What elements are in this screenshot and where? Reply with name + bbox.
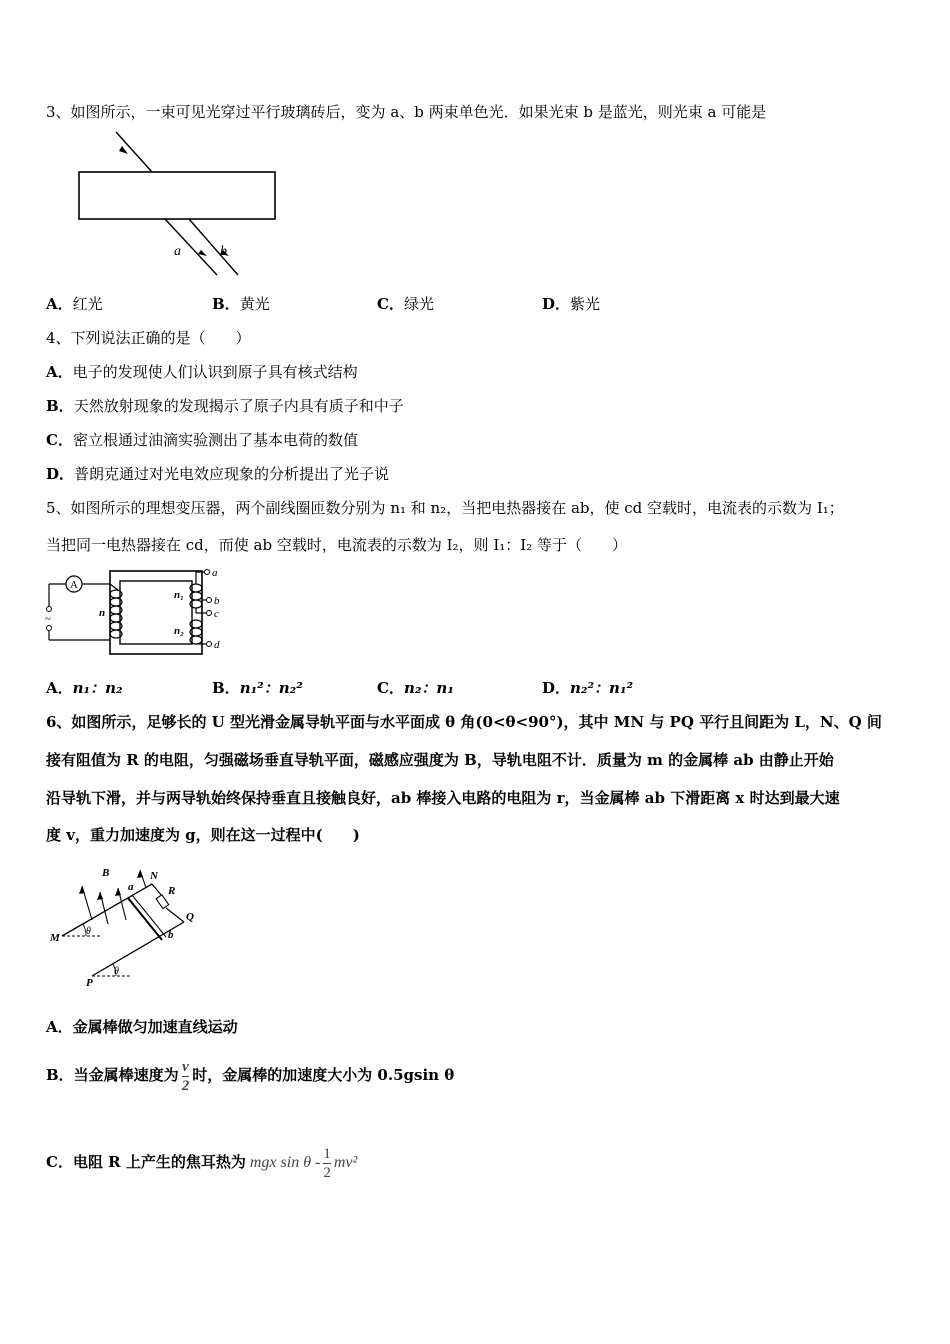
q5-option-c[interactable]: C．n₂：n₁ <box>377 679 454 697</box>
q3-label-a: a <box>174 244 181 259</box>
q6-optC-den: 2 <box>323 1164 331 1181</box>
q5-option-a[interactable]: A．n₁：n₂ <box>46 679 123 697</box>
q5-term-d: d <box>214 639 220 651</box>
q5-primary-label: n <box>99 607 106 619</box>
q6-optB-num: v <box>182 1058 189 1075</box>
q6-option-a[interactable]: A．金属棒做匀加速直线运动 <box>46 1018 238 1036</box>
q5-stem-line2: 当把同一电热器接在 cd，而使 ab 空载时，电流表的示数为 I₂，则 I₁：I₂ 等于（ ） <box>46 536 627 554</box>
q3-option-a[interactable]: A．红光 <box>46 295 103 313</box>
q3-option-d[interactable]: D．紫光 <box>542 295 601 313</box>
q4-option-c[interactable]: C．密立根通过油滴实验测出了基本电荷的数值 <box>46 431 358 449</box>
q5-option-d[interactable]: D．n₂²：n₁² <box>542 679 634 697</box>
q3-option-b[interactable]: B．黄光 <box>212 295 270 313</box>
q6-label-P: P <box>86 977 93 989</box>
q6-optC-pre: C．电阻 R 上产生的焦耳热为 <box>46 1153 246 1171</box>
q6-stem-line4: 度 v，重力加速度为 g，则在这一过程中( ) <box>46 826 360 844</box>
q5-stem-line1: 5、如图所示的理想变压器，两个副线圈匝数分别为 n₁ 和 n₂，当把电热器接在 ab，使 cd 空载时，电流表的示数为 I₁； <box>46 499 844 517</box>
q3-glass-brick-figure <box>70 128 290 280</box>
q6-optB-den: 2 <box>181 1077 190 1094</box>
q5-sec1-label: n₁ <box>174 589 184 601</box>
q6-optC-math2: mv² <box>333 1154 358 1171</box>
q6-label-theta1: θ <box>86 926 91 937</box>
q6-label-Q: Q <box>186 911 194 923</box>
q3-stem: 3、如图所示，一束可见光穿过平行玻璃砖后，变为 a、b 两束单色光．如果光束 b 是蓝光，则光束 a 可能是 <box>46 103 767 121</box>
q6-option-c[interactable] <box>46 1140 357 1185</box>
q3-option-c[interactable]: C．绿光 <box>377 295 434 313</box>
q3-label-b: b <box>220 244 227 259</box>
q6-stem-line2: 接有阻值为 R 的电阻，匀强磁场垂直导轨平面，磁感应强度为 B，导轨电阻不计．质量为 m 的金属棒 ab 由静止开始 <box>46 751 834 769</box>
q6-stem-line3: 沿导轨下滑，并与两导轨始终保持垂直且接触良好，ab 棒接入电路的电阻为 r，当金属棒 ab 下滑距离 x 时达到最大速 <box>46 789 840 807</box>
q5-transformer-figure <box>44 566 224 662</box>
q5-option-b[interactable]: B．n₁²：n₂² <box>212 679 303 697</box>
q6-optB-post: 时，金属棒的加速度大小为 0.5gsin θ <box>192 1066 455 1084</box>
q4-option-a[interactable]: A．电子的发现使人们认识到原子具有核式结构 <box>46 363 358 381</box>
q4-option-b[interactable]: B．天然放射现象的发现揭示了原子内具有质子和中子 <box>46 397 404 415</box>
q6-label-N: N <box>150 870 158 882</box>
q6-label-b: b <box>168 929 174 941</box>
q5-term-a: a <box>212 567 218 579</box>
q5-ammeter-label: A <box>70 579 78 591</box>
q6-optB-pre: B．当金属棒速度为 <box>46 1066 179 1084</box>
q6-optB-fraction <box>182 1058 190 1095</box>
q6-optC-math1: mgx sin θ - <box>249 1154 321 1171</box>
q6-stem-line1: 6、如图所示，足够长的 U 型光滑金属导轨平面与水平面成 θ 角(0<θ<90°)，其中 MN 与 PQ 平行且间距为 L，N、Q 间 <box>46 713 882 731</box>
q4-option-d[interactable]: D．普朗克通过对光电效应现象的分析提出了光子说 <box>46 465 390 483</box>
q5-term-c: c <box>214 608 219 620</box>
q6-label-a: a <box>128 881 134 893</box>
q6-label-R: R <box>168 885 176 897</box>
q6-option-b[interactable] <box>46 1054 454 1096</box>
q6-label-theta2: θ <box>114 966 119 977</box>
q5-source-label: ~ <box>45 613 51 625</box>
q6-optC-num: 1 <box>323 1145 331 1162</box>
q4-stem: 4、下列说法正确的是（ ） <box>46 329 251 347</box>
q6-inclined-rails-figure <box>48 862 208 992</box>
q6-label-B: B <box>102 867 110 879</box>
q5-sec2-label: n₂ <box>174 625 184 637</box>
q6-label-M: M <box>50 932 60 944</box>
q6-optC-fraction <box>323 1145 331 1182</box>
q5-term-b: b <box>214 595 220 607</box>
